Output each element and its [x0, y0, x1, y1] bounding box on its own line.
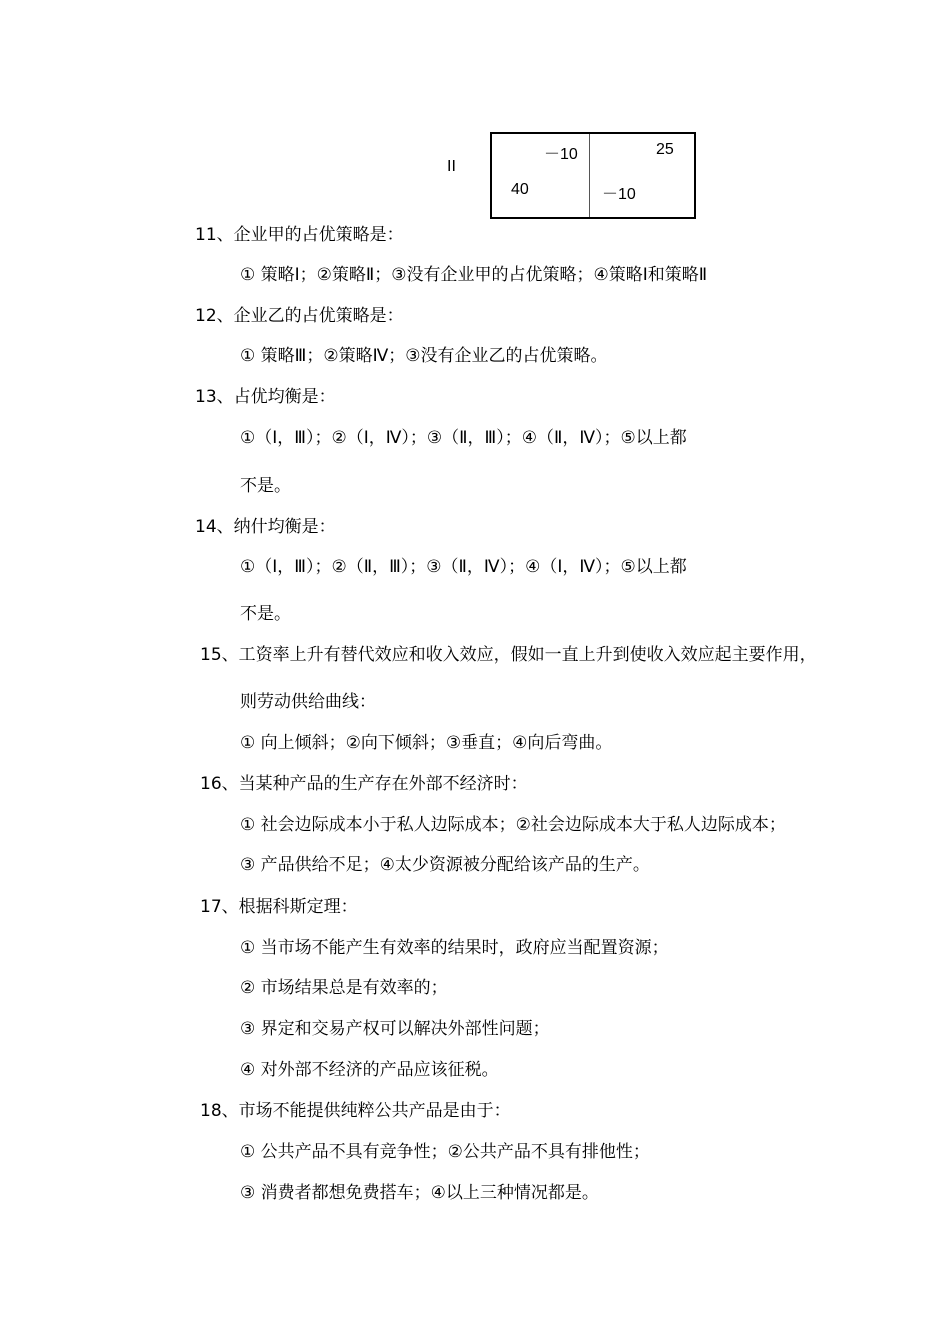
- question-12-options: ① 策略Ⅲ；②策略Ⅳ；③没有企业乙的占优策略。: [240, 346, 608, 366]
- payoff-value-bottom-right: －10: [602, 186, 636, 203]
- payoff-value-top-left: －10: [544, 146, 578, 163]
- question-14-options-cont: 不是。: [240, 604, 291, 624]
- payoff-row-label: II: [447, 158, 456, 175]
- question-18-options-2: ③ 消费者都想免费搭车；④以上三种情况都是。: [240, 1183, 599, 1203]
- question-17-option-1: ① 当市场不能产生有效率的结果时，政府应当配置资源；: [240, 938, 669, 958]
- question-11-options: ① 策略Ⅰ；②策略Ⅱ；③没有企业甲的占优策略；④策略Ⅰ和策略Ⅱ: [240, 265, 708, 285]
- question-11-stem: 11、企业甲的占优策略是：: [195, 225, 404, 245]
- question-17-option-3: ③ 界定和交易产权可以解决外部性问题；: [240, 1019, 550, 1039]
- payoff-value-bottom-left: 40: [511, 181, 529, 198]
- question-18-stem: 18、市场不能提供纯粹公共产品是由于：: [200, 1101, 511, 1121]
- payoff-cell-left: [492, 134, 590, 217]
- payoff-table: [490, 132, 696, 219]
- question-15-options: ① 向上倾斜；②向下倾斜；③垂直；④向后弯曲。: [240, 733, 613, 753]
- question-13-options: ①（Ⅰ，Ⅲ）；②（Ⅰ，Ⅳ）；③（Ⅱ，Ⅲ）；④（Ⅱ，Ⅳ）；⑤以上都: [240, 428, 687, 448]
- question-16-stem: 16、当某种产品的生产存在外部不经济时：: [200, 774, 528, 794]
- question-14-stem: 14、纳什均衡是：: [195, 517, 336, 537]
- payoff-cell-right: [590, 134, 694, 217]
- question-14-options: ①（Ⅰ，Ⅲ）；②（Ⅱ，Ⅲ）；③（Ⅱ，Ⅳ）；④（Ⅰ，Ⅳ）；⑤以上都: [240, 557, 687, 577]
- question-15-stem-cont: 则劳动供给曲线：: [240, 692, 376, 712]
- question-12-stem: 12、企业乙的占优策略是：: [195, 306, 404, 326]
- question-16-options-1: ① 社会边际成本小于私人边际成本；②社会边际成本大于私人边际成本；: [240, 815, 786, 835]
- question-13-stem: 13、占优均衡是：: [195, 387, 336, 407]
- question-15-stem: 15、工资率上升有替代效应和收入效应，假如一直上升到使收入效应起主要作用，: [200, 645, 817, 665]
- question-16-options-2: ③ 产品供给不足；④太少资源被分配给该产品的生产。: [240, 855, 650, 875]
- question-17-option-4: ④ 对外部不经济的产品应该征税。: [240, 1060, 499, 1080]
- question-18-options-1: ① 公共产品不具有竞争性；②公共产品不具有排他性；: [240, 1142, 650, 1162]
- question-17-option-2: ② 市场结果总是有效率的；: [240, 978, 448, 998]
- question-13-options-cont: 不是。: [240, 476, 291, 496]
- payoff-value-top-right: 25: [656, 141, 674, 158]
- question-17-stem: 17、根据科斯定理：: [200, 897, 358, 917]
